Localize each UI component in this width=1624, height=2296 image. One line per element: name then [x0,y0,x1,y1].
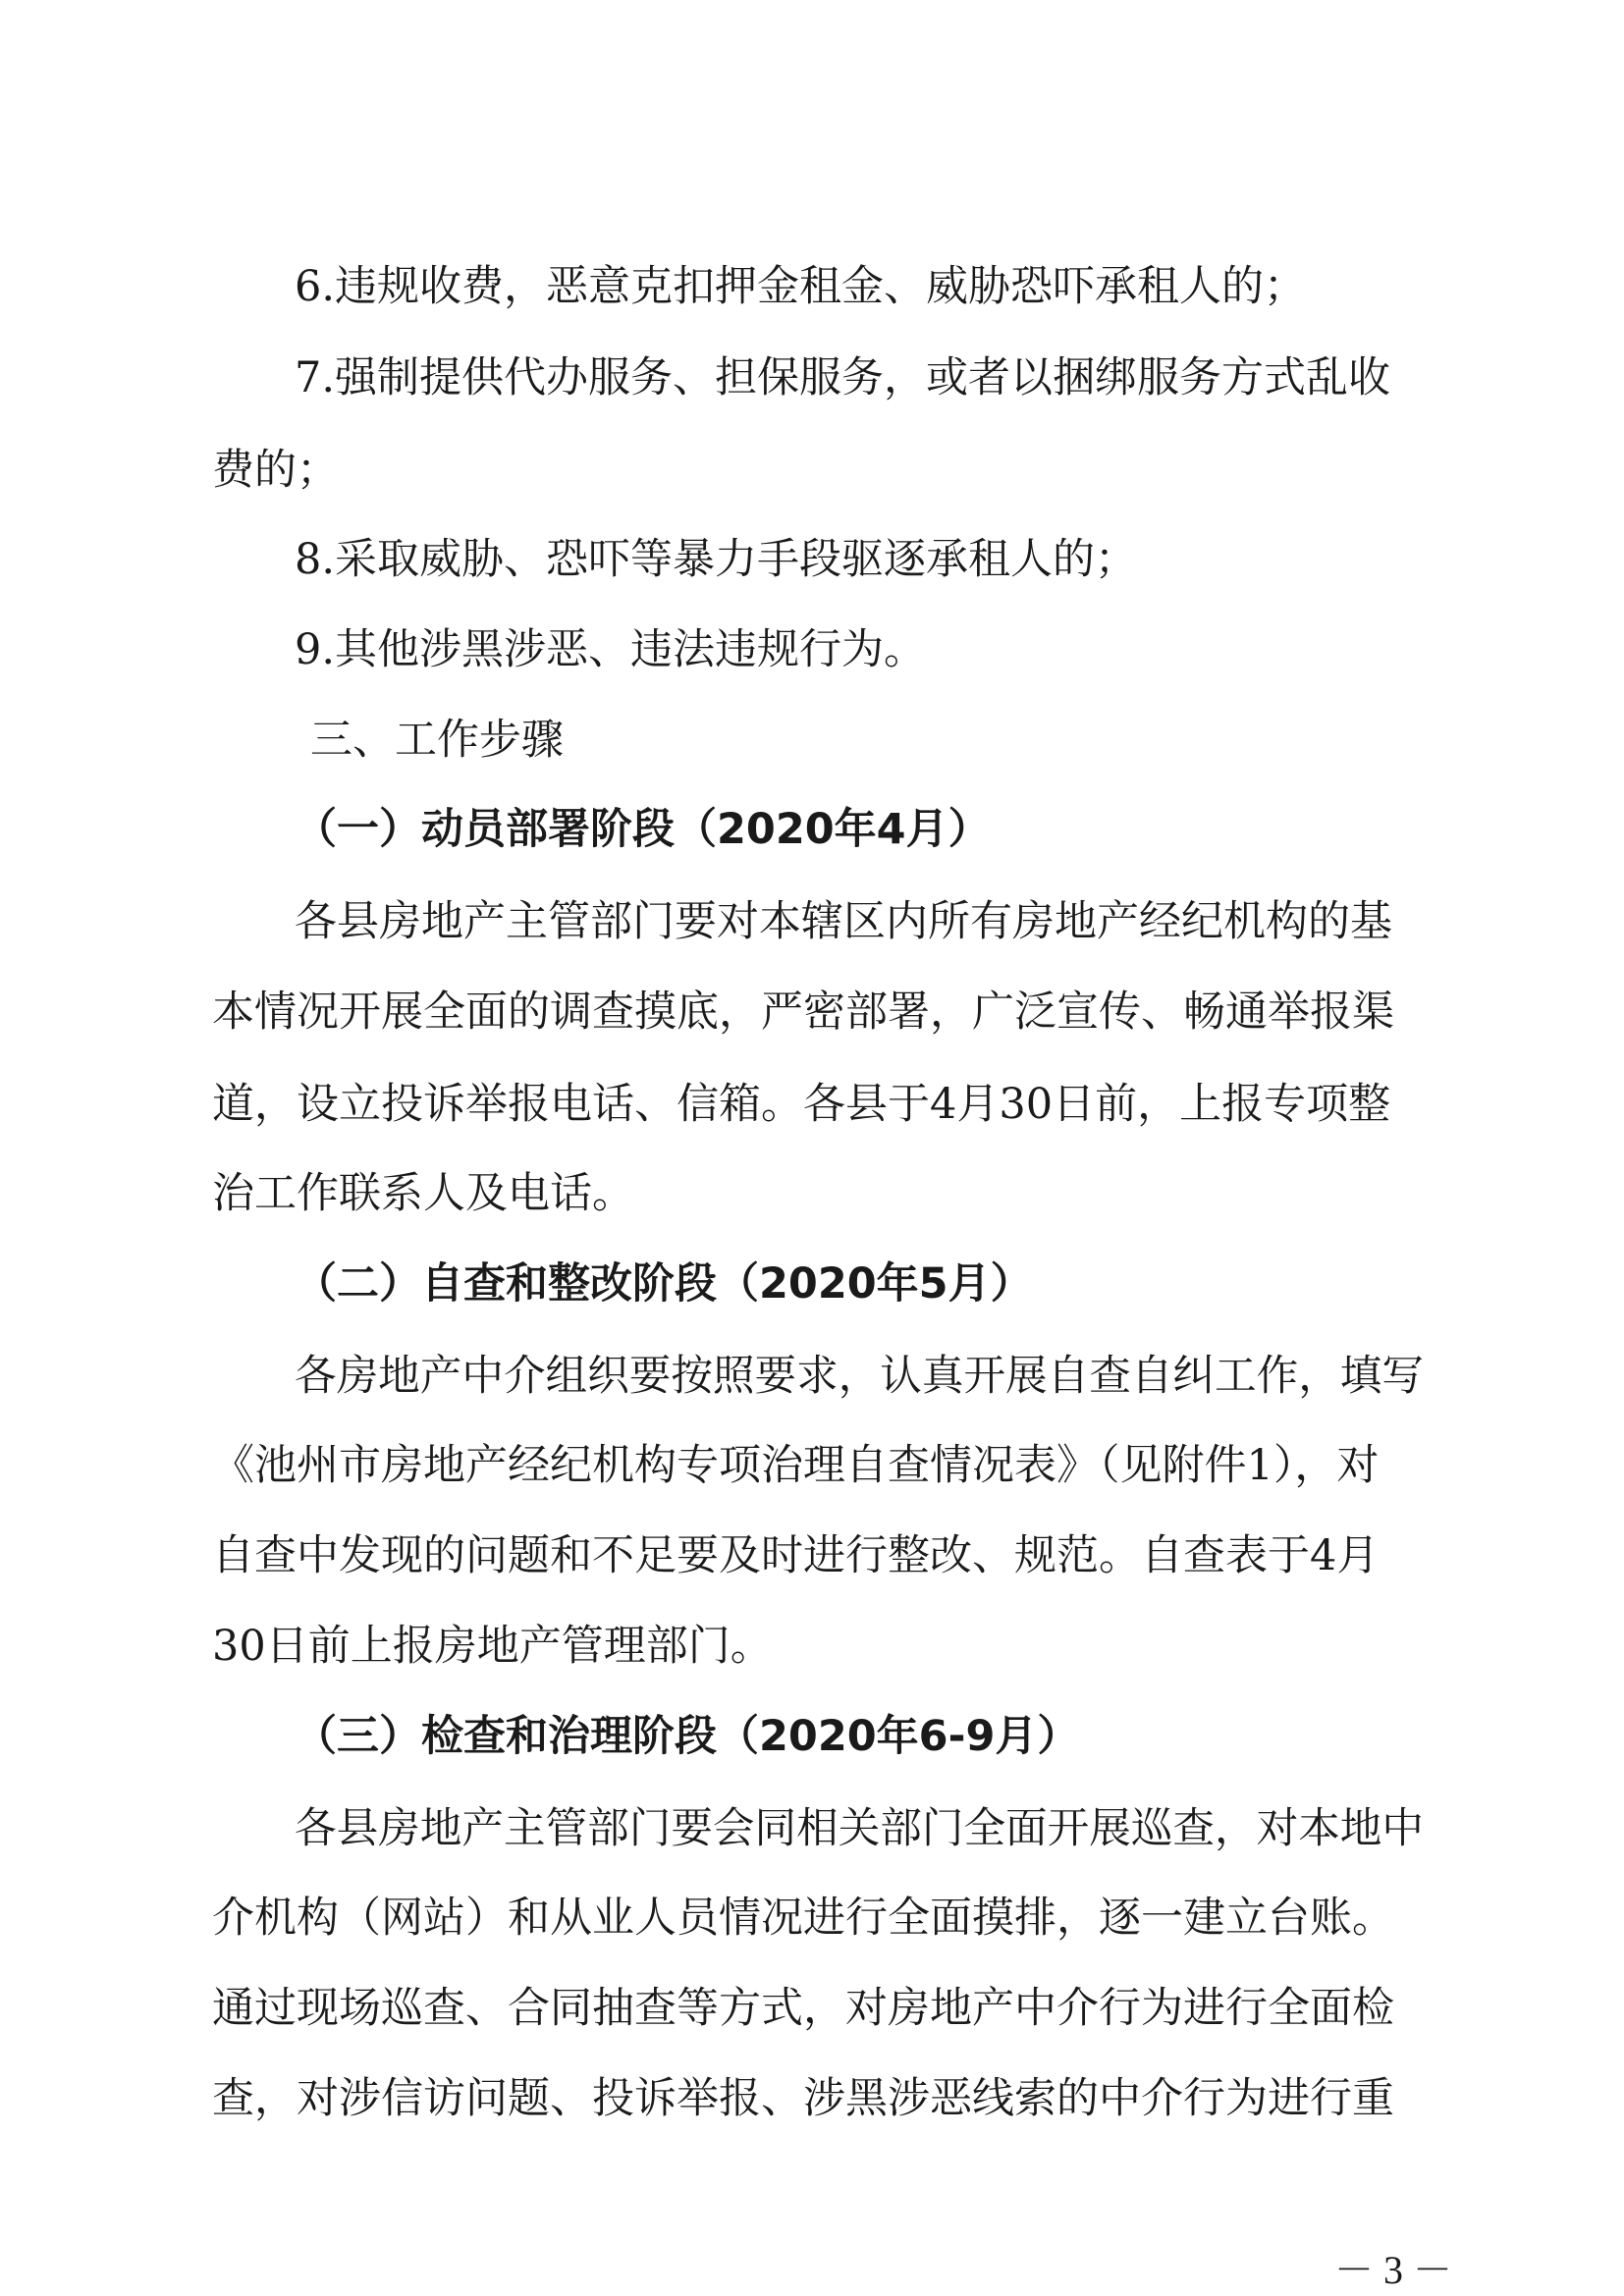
paragraph-line: 本情况开展全面的调查摸底，严密部署，广泛宣传、畅通举报渠 [212,988,1394,1037]
list-item-7: 7.强制提供代办服务、担保服务，或者以捆绑服务方式乱收 [295,353,1391,402]
paragraph-line: 30日前上报房地产管理部门。 [212,1622,773,1671]
paragraph-line: 各房地产中介组织要按照要求，认真开展自查自纠工作，填写 [295,1352,1424,1401]
paragraph-line: 通过现场巡查、合同抽查等方式，对房地产中介行为进行全面检 [212,1984,1394,2033]
section-heading: 三、工作步骤 [310,716,564,765]
paragraph-line: 各县房地产主管部门要对本辖区内所有房地产经纪机构的基 [295,897,1392,946]
paragraph-line: 自查中发现的问题和不足要及时进行整改、规范。自查表于4月 [212,1531,1380,1580]
subheading-phase-2: （二）自查和整改阶段（2020年5月） [295,1259,1033,1308]
paragraph-line: 各县房地产主管部门要会同相关部门全面开展巡查，对本地中 [295,1804,1424,1853]
paragraph-line: 治工作联系人及电话。 [212,1169,634,1218]
page-number: － 3 － [1334,2248,1452,2292]
paragraph-line: 介机构（网站）和从业人员情况进行全面摸排，逐一建立台账。 [212,1894,1394,1943]
list-item-8: 8.采取威胁、恐吓等暴力手段驱逐承租人的； [295,535,1138,584]
list-item-9: 9.其他涉黑涉恶、违法违规行为。 [295,625,927,674]
list-item-6: 6.违规收费，恶意克扣押金租金、威胁恐吓承租人的； [295,262,1307,311]
paragraph-line: 查，对涉信访问题、投诉举报、涉黑涉恶线索的中介行为进行重 [212,2074,1394,2123]
paragraph-line: 《池州市房地产经纪机构专项治理自查情况表》（见附件1），对 [212,1441,1380,1490]
paragraph-line: 道，设立投诉举报电话、信箱。各县于4月30日前，上报专项整 [212,1080,1391,1129]
list-item-7-continued: 费的； [212,446,339,495]
subheading-phase-1: （一）动员部署阶段（2020年4月） [295,805,991,854]
subheading-phase-3: （三）检查和治理阶段（2020年6-9月） [295,1712,1080,1761]
